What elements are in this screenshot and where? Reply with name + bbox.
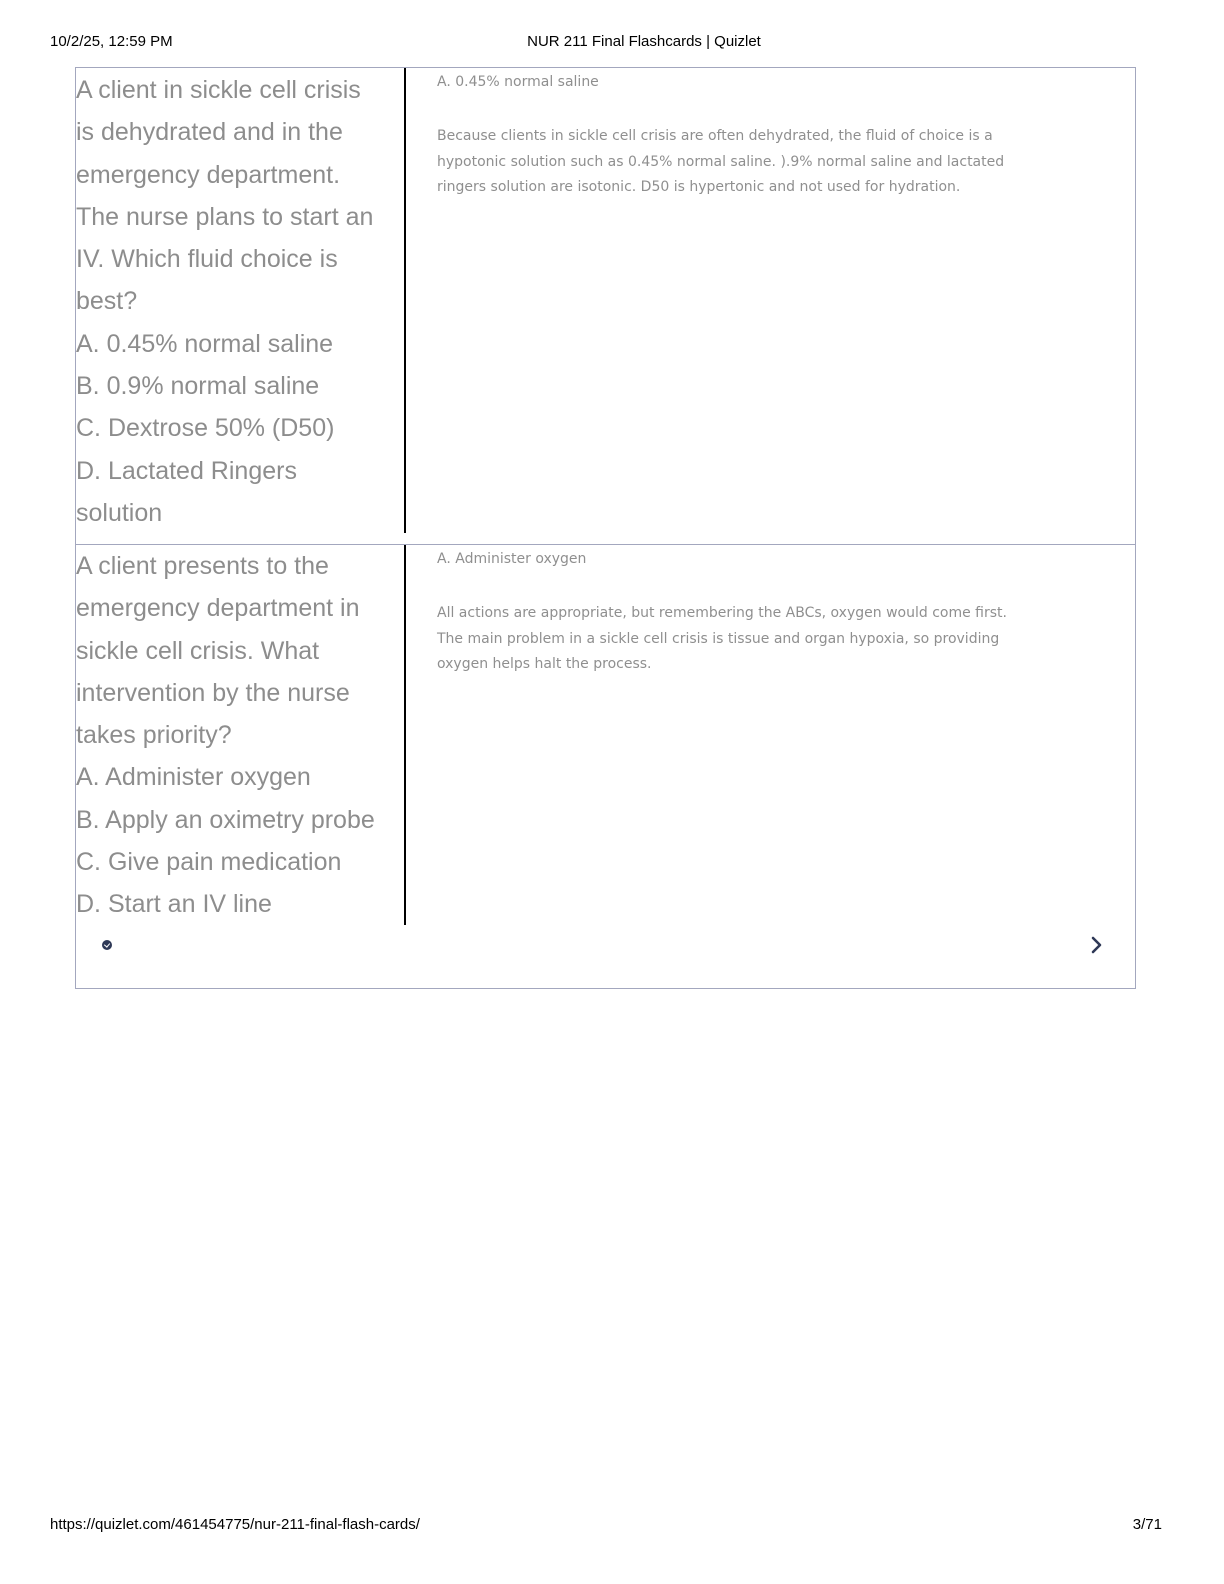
term-definition-divider [404,545,406,925]
term-line: best? [76,287,138,316]
explanation-line: hypotonic solution such as 0.45% normal saline. ).9% normal saline and lactated [437,153,1005,170]
flashcard [76,68,1135,545]
term-line: B. Apply an oximetry probe [76,805,375,834]
flashcard [76,545,1135,930]
term-line: D. Start an IV line [76,890,272,919]
term-line: IV. Which fluid choice is [76,245,338,274]
term-line: emergency department in [76,594,360,623]
card-explanation [437,601,1077,678]
term-line: A client presents to the [76,552,329,580]
card-term [76,69,404,534]
card-answer: A. Administer oxygen [437,551,587,567]
term-line: B. 0.9% normal saline [76,372,320,401]
term-line: D. Lactated Ringers [76,456,297,485]
term-line: A. Administer oxygen [76,763,311,792]
verified-badge-icon [102,940,112,950]
term-line: C. Dextrose 50% (D50) [76,414,335,443]
term-line: sickle cell crisis. What [76,636,320,665]
term-line: emergency department. [76,160,341,189]
term-line: intervention by the nurse [76,678,350,707]
card-definition [437,73,1077,201]
term-line: solution [76,498,163,527]
panel-footer [76,930,1135,988]
print-page-title: NUR 211 Final Flashcards | Quizlet [527,33,761,50]
card-answer: A. 0.45% normal saline [437,74,599,90]
explanation-line: All actions are appropriate, but remembering the ABCs, oxygen would come first. [437,605,1007,621]
term-line: A. 0.45% normal saline [76,329,334,358]
term-line: The nurse plans to start an [76,202,374,231]
card-term [76,545,404,926]
term-line: C. Give pain medication [76,848,342,877]
print-footer [50,1516,1162,1536]
print-datetime: 10/2/25, 12:59 PM [50,33,173,50]
print-page-number: 3/71 [1132,1516,1162,1533]
explanation-line: oxygen helps halt the process. [437,656,652,673]
explanation-line: Because clients in sickle cell crisis are often dehydrated, the fluid of choice is a [437,128,993,144]
flashcard-set-panel [75,67,1136,989]
term-line: A client in sickle cell crisis [76,76,361,104]
term-definition-divider [404,68,406,533]
explanation-line: The main problem in a sickle cell crisis is tissue and organ hypoxia, so providing [437,630,1000,647]
term-line: is dehydrated and in the [76,118,343,147]
print-url: https://quizlet.com/461454775/nur-211-final-flash-cards/ [50,1516,420,1533]
term-line: takes priority? [76,721,232,750]
print-header [50,33,1162,53]
chevron-right-icon[interactable] [1087,932,1107,958]
card-definition [437,550,1077,678]
explanation-line: ringers solution are isotonic. D50 is hypertonic and not used for hydration. [437,179,961,196]
card-explanation [437,124,1077,201]
